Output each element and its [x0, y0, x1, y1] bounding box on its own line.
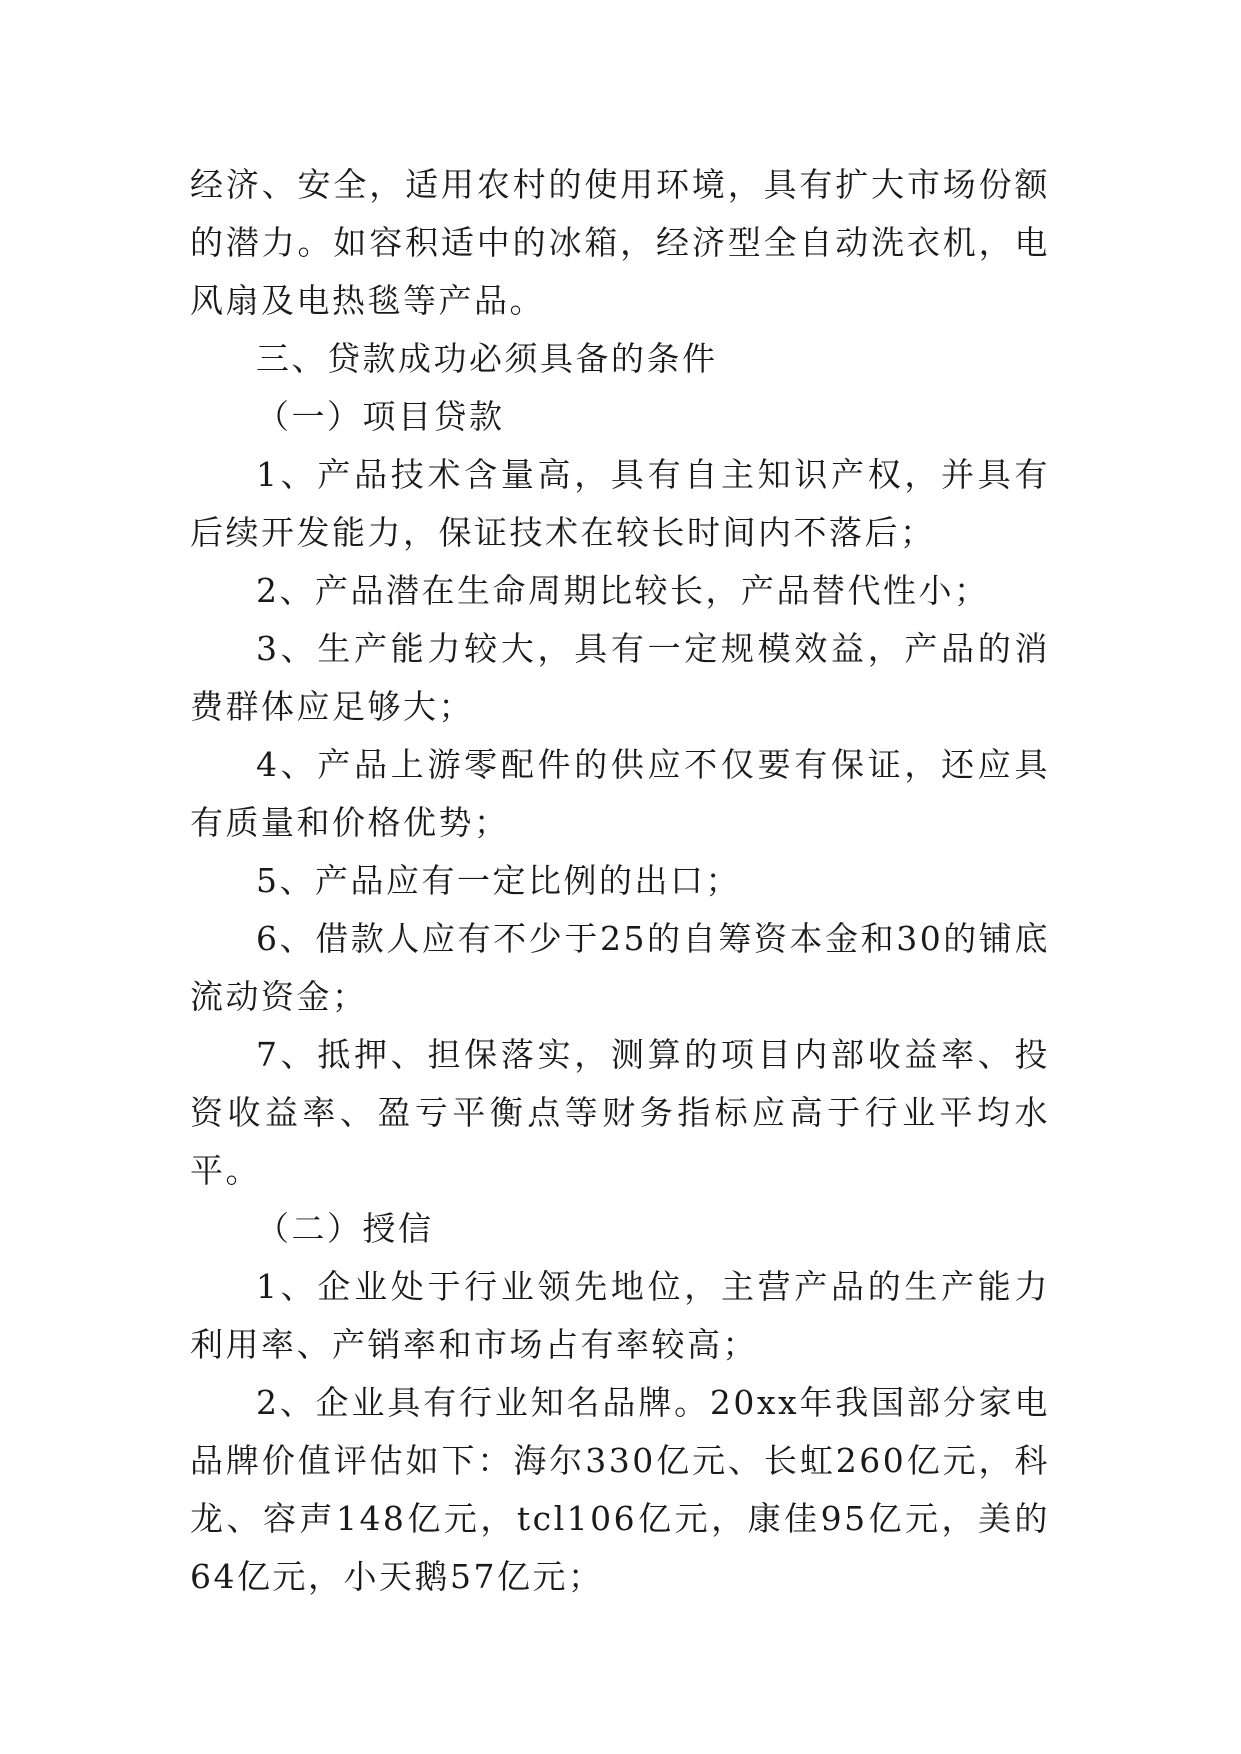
list-item-3: 3、生产能力较大，具有一定规模效益，产品的消费群体应足够大； — [190, 629, 1050, 726]
credit-item-2: 2、企业具有行业知名品牌。20xx年我国部分家电品牌价值评估如下：海尔330亿元、长虹260亿元，科龙、容声148亿元，tcl106亿元，康佳95亿元，美的64亿元，小天鹅57亿元； — [190, 1383, 1050, 1596]
credit-item-1: 1、企业处于行业领先地位，主营产品的生产能力利用率、产销率和市场占有率较高； — [190, 1267, 1050, 1364]
list-item-2: 2、产品潜在生命周期比较长，产品替代性小； — [256, 571, 990, 610]
list-item-1: 1、产品技术含量高，具有自主知识产权，并具有后续开发能力，保证技术在较长时间内不落后； — [190, 455, 1050, 552]
document-body — [190, 156, 1050, 1606]
subsection-heading-project-loan: （一）项目贷款 — [256, 397, 505, 436]
list-item-6: 6、借款人应有不少于25的自筹资本金和30的铺底流动资金； — [190, 919, 1050, 1016]
subsection-heading-credit: （二）授信 — [256, 1209, 434, 1248]
paragraph-continuation: 经济、安全，适用农村的使用环境，具有扩大市场份额的潜力。如容积适中的冰箱，经济型全自动洗衣机，电风扇及电热毯等产品。 — [190, 165, 1050, 320]
list-item-5: 5、产品应有一定比例的出口； — [256, 861, 741, 900]
list-item-7: 7、抵押、担保落实，测算的项目内部收益率、投资收益率、盈亏平衡点等财务指标应高于行业平均水平。 — [190, 1035, 1050, 1190]
list-item-4: 4、产品上游零配件的供应不仅要有保证，还应具有质量和价格优势； — [190, 745, 1050, 842]
section-heading-3: 三、贷款成功必须具备的条件 — [256, 339, 718, 378]
